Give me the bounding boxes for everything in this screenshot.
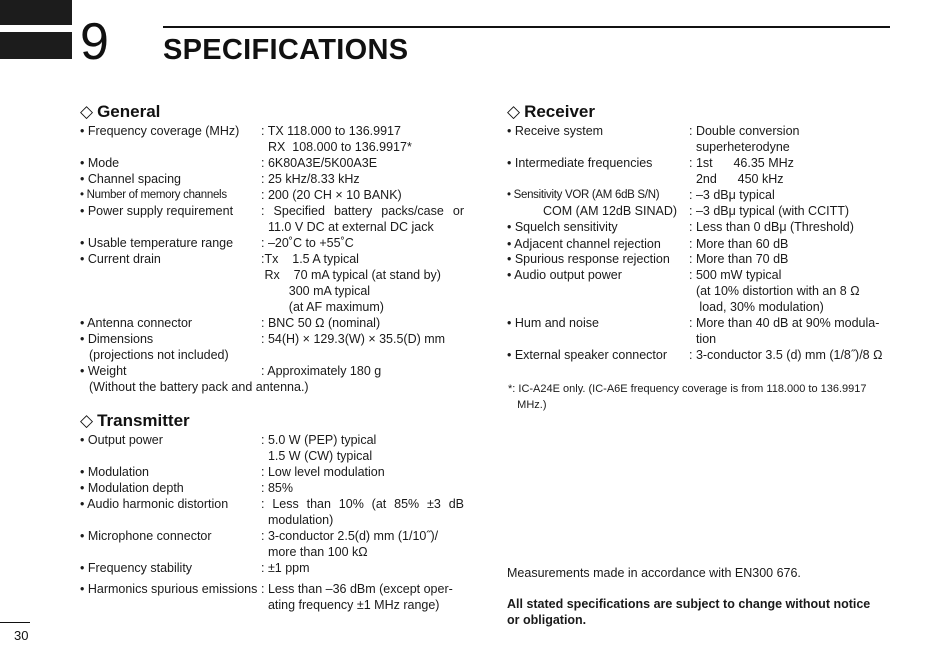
- diamond-icon: ◇: [80, 411, 94, 430]
- disclaimer-note: All stated specifications are subject to change without notice or obligation.: [507, 597, 871, 627]
- transmitter-section-title: ◇ Transmitter: [80, 411, 190, 430]
- page-title: SPECIFICATIONS: [163, 34, 409, 66]
- page-number: 30: [14, 628, 29, 643]
- measurements-note: Measurements made in accordance with EN300 676.: [507, 566, 801, 580]
- diamond-icon: ◇: [80, 102, 94, 121]
- chapter-tab-bottom: [0, 32, 72, 59]
- receiver-section-title: ◇ Receiver: [507, 102, 595, 121]
- chapter-tab-top: [0, 0, 72, 25]
- footnote: *: IC-A24E only. (IC-A6E frequency coverage is from 118.000 to 136.9917 MHz.): [508, 383, 867, 411]
- diamond-icon: ◇: [507, 102, 521, 121]
- general-section-title: ◇ General: [80, 102, 161, 121]
- page-number-rule: [0, 622, 30, 623]
- header-rule: [163, 26, 890, 28]
- chapter-number: 9: [80, 13, 109, 71]
